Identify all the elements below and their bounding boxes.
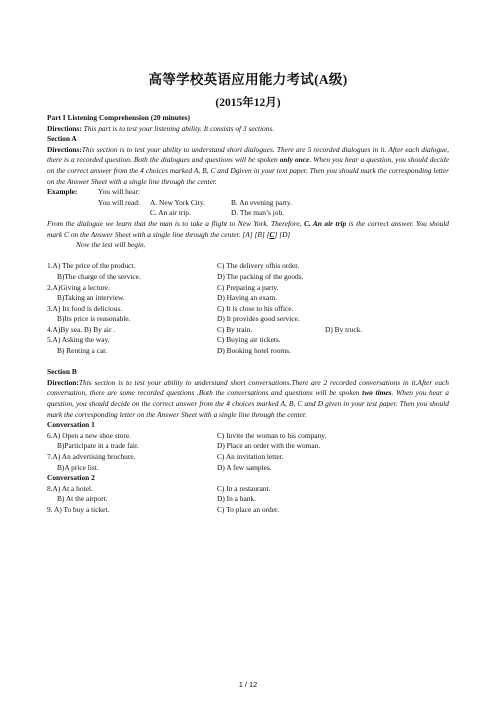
option-left: 2.A)Giving a lecture. (47, 282, 110, 292)
option-right: C) Preparing a party. (217, 282, 279, 292)
question-row (47, 505, 449, 516)
example-explanation (47, 219, 449, 240)
page-number: 1 / 12 (238, 680, 258, 689)
conversation-1-heading: Conversation 1 (47, 420, 95, 430)
directions-text: This part is to test your listening ability. It consists of 3 sections. (81, 123, 275, 133)
section-a-heading: Section A (47, 134, 77, 144)
option-left: B)The charge of the service. (57, 271, 141, 281)
directions-label: Directions: (47, 144, 82, 154)
section-a-questions (47, 261, 449, 356)
example-row (47, 187, 449, 198)
example-options-2 (47, 208, 449, 219)
emphasis-text: only once (279, 155, 310, 165)
question-row (47, 261, 449, 272)
example-hear: You will hear: (98, 187, 140, 197)
option-right: C) By train. (217, 324, 253, 334)
option-right: D) Booking hotel rooms. (217, 346, 291, 356)
question-row (47, 452, 449, 463)
option-left: 7.A) An advertising brochure. (47, 452, 136, 461)
example-option-c: C. An air trip. (150, 208, 191, 218)
test-begin-note: Now the test will begin. (76, 240, 146, 250)
option-right: C) The delivery ofhis order. (217, 261, 300, 271)
option-right: D) A few samples. (217, 462, 272, 472)
page-title: 高等学校英语应用能力考试(A级) (148, 72, 348, 87)
example-label: Example: (47, 187, 78, 197)
option-left: 9. A) To buy a ticket. (47, 504, 110, 514)
option-left: B)Participate in a trade fair. (57, 441, 139, 451)
directions-text: This section is to test your ability to understand short dialogues. There are 5 recorded dialogues in it. After each dialogue, there is a recorded question. Both the dialogues and questions will be spoken (47, 144, 449, 165)
option-left: 4.A)By sea. B) By air . (47, 324, 116, 334)
exam-content (47, 113, 449, 516)
option-left: B) Renting a car. (57, 346, 108, 356)
exam-date: (2015年12月) (215, 97, 281, 109)
option-left: 6.A) Open a new shoe store. (47, 430, 131, 440)
section-b-heading: Section B (47, 367, 77, 377)
part-directions (47, 124, 449, 135)
option-left: 5.A) Asking the way. (47, 335, 110, 345)
option-right: C) Invite the woman to his company. (217, 430, 327, 440)
section-a-directions (47, 145, 449, 187)
question-row (47, 494, 449, 505)
option-left: B) At the airport. (57, 494, 108, 504)
emphasis-text: two times (362, 388, 392, 398)
question-row (47, 304, 449, 315)
question-row (47, 293, 449, 304)
directions-label: Directions: (47, 123, 82, 133)
explanation-text: From the dialogue we learn that the man is to take a flight to New York. Therefore, (47, 218, 304, 228)
explanation-text: ] [D] (274, 229, 291, 239)
marked-answer: C (269, 229, 275, 239)
explanation-text: is the correct answer. You should mark C on the Answer Sheet with a single line through the center. [A] [B] [ (47, 218, 450, 239)
question-row (47, 325, 449, 336)
directions-text: This section is to test your ability to understand short conversations.There are 2 recorded conversations in it.After each conversation, there are some recorded questions .Both the conversations and questions will be spoken (47, 377, 449, 398)
example-option-b: B. An evening party. (231, 197, 292, 207)
option-left: 8.A) At a hotel. (47, 483, 93, 493)
option-left: B)Taking an interview. (57, 293, 125, 303)
option-left: B)Its price is reasonable. (57, 314, 131, 324)
example-options-1 (47, 198, 449, 209)
part-heading: Part I Listening Comprehension (20 minutes) (47, 113, 190, 122)
option-left: B)A price list. (57, 462, 99, 472)
option-right: D) In a bank. (217, 494, 256, 504)
directions-text: . When you hear a question, you should decide on the correct answer from the 4 choices marked A, B, C and Dgiven in your text paper. Then you should mark the corresponding letter on the Answer Sheet with a single line through the center. (47, 155, 449, 186)
section-b-directions (47, 378, 449, 420)
option-right: C) To place an order. (217, 504, 279, 514)
question-row (47, 335, 449, 346)
option-right: C) An invitation letter. (217, 452, 284, 461)
question-row (47, 441, 449, 452)
emphasis-text: C. An air trip (303, 218, 347, 228)
option-right: D) Having an exam. (217, 293, 277, 303)
conversation-2-heading: Conversation 2 (47, 473, 95, 483)
question-row (47, 283, 449, 294)
question-row (47, 272, 449, 283)
example-option-a: A. New York City. (150, 197, 205, 207)
directions-text: . When you hear a question, you should decide on the correct answer from the 4 choices marked A, B, C and D given in your test paper. Then you should mark the corresponding letter on the Answer Sheet with a single line through the center. (47, 388, 449, 419)
question-row (47, 431, 449, 442)
question-row (47, 314, 449, 325)
directions-label: Direction: (47, 377, 79, 387)
option-left: 1.A) The price of the product. (47, 261, 136, 271)
example-read: You will read: (98, 197, 140, 207)
option-left: 3.A) Its food is delicious. (47, 303, 123, 313)
option-right: D) Place an order with the woman. (217, 441, 321, 451)
question-row (47, 346, 449, 357)
option-right: C) It is close to his office. (217, 303, 294, 313)
question-row (47, 463, 449, 474)
question-row (47, 484, 449, 495)
option-far-right: D) By truck. (325, 324, 363, 334)
example-option-d: D. The man’s job. (231, 208, 285, 218)
option-right: C) In a restaurant. (217, 483, 271, 493)
option-right: D) It provides good service. (217, 314, 300, 324)
option-right: C) Buying air tickets. (217, 335, 281, 345)
option-right: D) The packing of the goods. (217, 271, 304, 281)
